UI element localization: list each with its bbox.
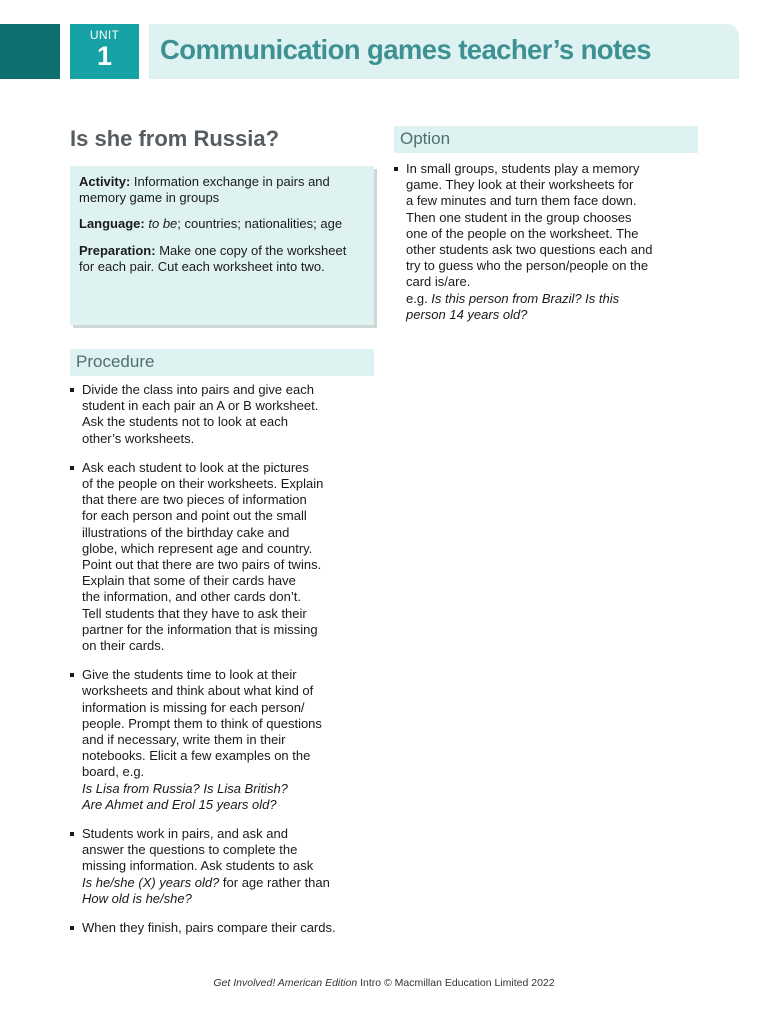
line: other students ask two questions each and <box>406 242 653 258</box>
preparation-text: Make one copy of the worksheet for each pair. Cut each worksheet into two. <box>79 242 347 274</box>
procedure-step-2 <box>70 460 370 654</box>
language-label: Language: <box>79 216 145 232</box>
line: game. They look at their worksheets for <box>406 177 634 193</box>
line: the information, and other cards don’t. <box>82 589 301 605</box>
preparation-label: Preparation: <box>79 242 156 258</box>
line: card is/are. <box>406 274 471 290</box>
page-title: Communication games teacher’s notes <box>160 34 651 65</box>
line: answer the questions to complete the <box>82 842 298 858</box>
line: Explain that some of their cards have <box>82 573 296 589</box>
eg-label: e.g. <box>406 290 432 306</box>
line: Then one student in the group chooses <box>406 209 632 225</box>
line: for each person and point out the small <box>82 508 307 524</box>
line: Divide the class into pairs and give each <box>82 382 314 397</box>
line: worksheets and think about what kind of <box>82 683 314 699</box>
line: Give the students time to look at their <box>82 667 297 683</box>
line: globe, which represent age and country. <box>82 540 313 556</box>
line: illustrations of the birthday cake and <box>82 524 290 540</box>
procedure-step-5 <box>70 920 370 936</box>
example-text: How old is he/she? <box>82 890 192 906</box>
line: Tell students that they have to ask their <box>82 605 307 621</box>
line: Point out that there are two pairs of twins. <box>82 557 322 573</box>
example-text: Is Lisa from Russia? Is Lisa British? <box>82 780 288 796</box>
language-line <box>79 216 365 232</box>
line: missing information. Ask students to ask <box>82 858 314 874</box>
copyright-text: Intro © Macmillan Education Limited 2022 <box>357 977 555 989</box>
procedure-step-3 <box>70 667 370 813</box>
line: notebooks. Elicit a few examples on the <box>82 748 311 764</box>
example-text: Are Ahmet and Erol 15 years old? <box>82 796 277 812</box>
line: other’s worksheets. <box>82 430 195 446</box>
example-text: person 14 years old? <box>406 306 528 322</box>
procedure-step-4 <box>70 826 370 907</box>
example-question <box>82 781 370 797</box>
procedure-step-1 <box>70 382 370 447</box>
line <box>406 291 694 307</box>
option-list <box>394 161 694 323</box>
line: people. Prompt them to think of questions <box>82 715 322 731</box>
activity-info-box <box>70 166 374 325</box>
line: board, e.g. <box>82 764 145 780</box>
header-accent-block <box>0 24 60 79</box>
line: student in each pair an A or B worksheet. <box>82 398 319 414</box>
example-question <box>82 797 370 813</box>
line: of the people on their worksheets. Explain <box>82 476 324 492</box>
unit-label: UNIT <box>89 28 120 42</box>
activity-line <box>79 174 365 206</box>
procedure-list <box>70 382 370 949</box>
footer-copyright <box>0 977 768 989</box>
line: Students work in pairs, and ask and <box>82 826 288 842</box>
preparation-line <box>79 243 365 275</box>
option-item <box>394 161 694 323</box>
line: In small groups, students play a memory <box>406 161 640 176</box>
line <box>406 307 694 323</box>
line: When they finish, pairs compare their cards. <box>82 920 336 936</box>
activity-text: Information exchange in pairs and memory game in groups <box>79 174 330 206</box>
line: information is missing for each person/ <box>82 699 305 715</box>
line: on their cards. <box>82 638 165 654</box>
line: Ask each student to look at the pictures <box>82 459 309 475</box>
language-text: ; countries; nationalities; age <box>177 216 343 232</box>
example-text: Is he/she (X) years old? <box>82 874 220 890</box>
unit-number: 1 <box>96 41 113 71</box>
line-text: for age rather than <box>219 874 330 890</box>
line: and if necessary, write them in their <box>82 732 286 748</box>
book-title: Get Involved! American Edition <box>213 977 358 989</box>
procedure-heading: Procedure <box>70 349 374 376</box>
line: partner for the information that is missing <box>82 621 318 637</box>
activity-label: Activity: <box>79 174 131 189</box>
line: Ask the students not to look at each <box>82 414 288 430</box>
line: one of the people on the worksheet. The <box>406 225 639 241</box>
language-emphasis: to be <box>148 216 178 232</box>
example-text: Is this person from Brazil? Is this <box>431 290 620 306</box>
activity-title: Is she from Russia? <box>70 126 280 151</box>
line <box>82 891 370 907</box>
option-heading: Option <box>394 126 698 153</box>
line: a few minutes and turn them face down. <box>406 193 637 209</box>
unit-badge <box>70 24 139 79</box>
line <box>82 875 370 891</box>
line: try to guess who the person/people on the <box>406 258 649 274</box>
line: that there are two pieces of information <box>82 492 307 508</box>
